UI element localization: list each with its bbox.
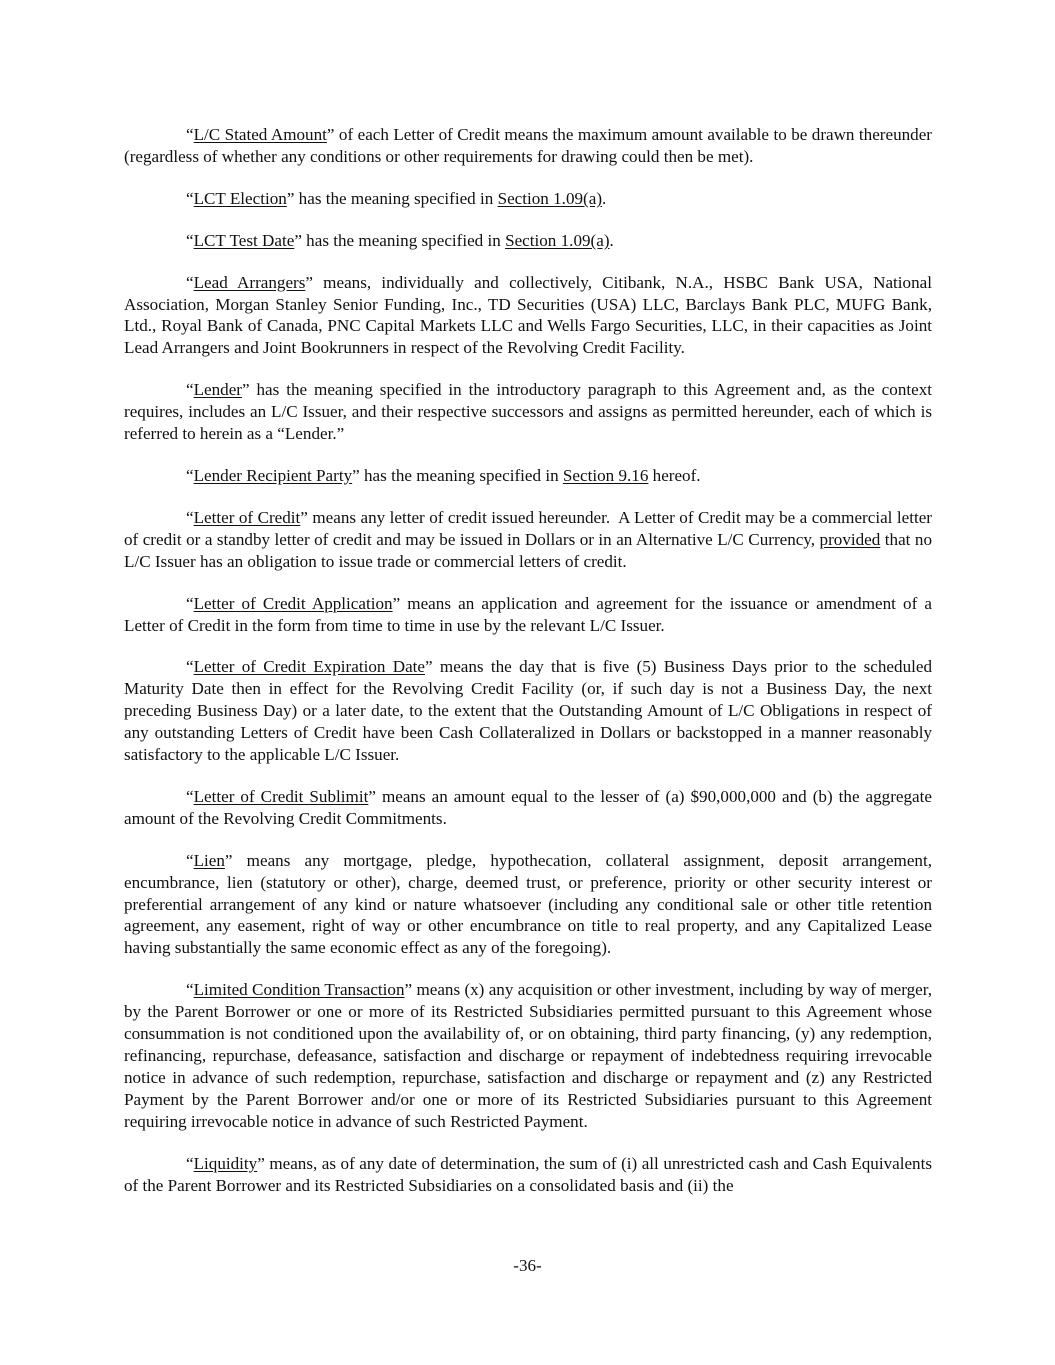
definition-letter-of-credit: “Letter of Credit” means any letter of credit issued hereunder. A Letter of Credit may be a commercial letter of credit or a standby letter of credit and may be issued in Dollars or in an Alternative L/C Currency, provided that no L/C Issuer has an obligation to issue trade or commercial letters of credit.: [124, 507, 937, 571]
definition-liquidity: “Liquidity” means, as of any date of determination, the sum of (i) all unrestricted cash and Cash Equivalents of the Parent Borrower and its Restricted Subsidiaries on a consolidated basis and (ii) the: [124, 1153, 932, 1195]
definition-body: means an application and agreement for the issuance or amendment of a Letter of Credit in the form from time to time in use by the relevant L/C Issuer.: [124, 593, 933, 635]
defined-term: L/C Stated Amount: [193, 125, 327, 144]
page-number: -36-: [513, 1256, 542, 1275]
definition-body: means, individually and collectively, Citibank, N.A., HSBC Bank USA, National Association, Morgan Stanley Senior Funding, Inc., TD Securities (USA) LLC, Barclays Bank PLC, MUFG Bank, Ltd., Royal Bank of Canada, PNC Capital Markets LLC and Wells Fargo Securities, LLC, in their capacities as Joint Lead Arrangers and Joint Bookrunners in respect of the Revolving Credit Facility.: [124, 272, 932, 358]
defined-term: LCT Test Date: [193, 230, 295, 250]
defined-term: Lien: [193, 850, 225, 870]
defined-term: Liquidity: [193, 1153, 258, 1173]
definition-body: has the meaning specified in: [359, 465, 563, 485]
definition-body: has the meaning specified in: [294, 188, 498, 208]
definition-body: means the day that is five (5) Business Days prior to the scheduled Maturity Date then in effect for the Revolving Credit Facility (or, if such day is not a Business Day, the next preceding Business Day) or a later date, to the extent that the Outstanding Amount of L/C Obligations in respect of any outstanding Letters of Credit have been Cash Collateralized in Dollars or backstopped in a manner reasonably satisfactory to the applicable L/C Issuer.: [124, 657, 932, 765]
definition-body: has the meaning specified in the introductory paragraph to this Agreement and, as the context requires, includes an L/C Issuer, and their respective successors and assigns as permitted hereunder, each of which is referred to herein as a “Lender.”: [124, 380, 932, 444]
definition-letter-of-credit-expiration-date: “Letter of Credit Expiration Date” means the day that is five (5) Business Days prior to the scheduled Maturity Date then in effect for the Revolving Credit Facility (or, if such day is not a Business Day, the next preceding Business Day) or a later date, to the extent that the Outstanding Amount of L/C Obligations in respect of any outstanding Letters of Credit have been Cash Collateralized in Dollars or backstopped in a manner reasonably satisfactory to the applicable L/C Issuer.: [124, 657, 932, 765]
definition-body-end: that no L/C Issuer has an obligation to issue trade or commercial letters of credit.: [124, 529, 932, 571]
definition-lc-stated-amount: “L/C Stated Amount” of each Letter of Credit means the maximum amount available to be drawn thereunder (regardless of whether any conditions or other requirements for drawing could then be met).: [124, 125, 933, 166]
definition-body-end: hereof.: [648, 465, 701, 485]
defined-term: Letter of Credit Expiration Date: [193, 657, 426, 677]
definition-body: means (x) any acquisition or other investment, including by way of merger, by the Parent Borrower or one or more of its Restricted Subsidiaries permitted pursuant to this Agreement whose consummation is not conditioned upon the availability of, or on obtaining, third party financing, (y) any redemption, refinancing, repurchase, defeasance, satisfaction and discharge or repayment of indebtedness requiring irrevocable notice in advance of such redemption, repurchase, satisfaction and discharge or repayment and (z) any Restricted Payment by the Parent Borrower and/or one or more of its Restricted Subsidiaries pursuant to this Agreement requiring irrevocable notice in advance of such Restricted Payment.: [124, 980, 933, 1131]
definition-body: means any mortgage, pledge, hypothecation, collateral assignment, deposit arrangement, encumbrance, lien (statutory or other), charge, deemed trust, or preference, priority or other security interest or preferential arrangement of any kind or nature whatsoever (including any conditional sale or other title retention agreement, any easement, right of way or other encumbrance on title to real property, and any Capitalized Lease having substantially the same economic effect as any of the foregoing).: [124, 850, 932, 958]
definition-lct-election: “LCT Election” has the meaning specified in Section 1.09(a).: [186, 188, 607, 208]
defined-term: Letter of Credit Sublimit: [193, 786, 369, 806]
definition-body: of each Letter of Credit means the maximum amount available to be drawn thereunder (regardless of whether any conditions or other requirements for drawing could then be met).: [124, 125, 933, 166]
definition-letter-of-credit-application: “Letter of Credit Application” means an application and agreement for the issuance or amendment of a Letter of Credit in the form from time to time in use by the relevant L/C Issuer.: [124, 593, 933, 635]
definition-body: means any letter of credit issued hereunder. A Letter of Credit may be a commercial letter of credit or a standby letter of credit and may be issued in Dollars or in an Alternative L/C Currency,: [124, 507, 937, 549]
definition-letter-of-credit-sublimit: “Letter of Credit Sublimit” means an amount equal to the lesser of (a) $90,000,000 and (b) the aggregate amount of the Revolving Credit Commitments.: [124, 786, 932, 828]
defined-term: Lead Arrangers: [193, 272, 306, 292]
definition-lead-arrangers: “Lead Arrangers” means, individually and collectively, Citibank, N.A., HSBC Bank USA, National Association, Morgan Stanley Senior Funding, Inc., TD Securities (USA) LLC, Barclays Bank PLC, MUFG Bank, Ltd., Royal Bank of Canada, PNC Capital Markets LLC and Wells Fargo Securities, LLC, in their capacities as Joint Lead Arrangers and Joint Bookrunners in respect of the Revolving Credit Facility.: [124, 272, 932, 358]
defined-term: LCT Election: [193, 188, 287, 208]
definition-lender: “Lender” has the meaning specified in the introductory paragraph to this Agreement and, as the context requires, includes an L/C Issuer, and their respective successors and assigns as permitted hereunder, each of which is referred to herein as a “Lender.”: [124, 380, 932, 444]
definition-lct-test-date: “LCT Test Date” has the meaning specified in Section 1.09(a).: [186, 230, 614, 250]
definition-lien: “Lien” means any mortgage, pledge, hypothecation, collateral assignment, deposit arrangement, encumbrance, lien (statutory or other), charge, deemed trust, or preference, priority or other security interest or preferential arrangement of any kind or nature whatsoever (including any conditional sale or other title retention agreement, any easement, right of way or other encumbrance on title to real property, and any Capitalized Lease having substantially the same economic effect as any of the foregoing).: [124, 850, 932, 958]
defined-term: Limited Condition Transaction: [193, 980, 405, 1000]
definition-body-end: .: [609, 230, 614, 250]
document-page: [124, 124, 937, 1216]
defined-term: Letter of Credit Application: [193, 593, 393, 613]
definition-lender-recipient-party: “Lender Recipient Party” has the meaning specified in Section 9.16 hereof.: [186, 465, 701, 485]
definition-body-end: .: [602, 188, 607, 208]
defined-term: Lender: [193, 380, 242, 400]
definition-body: means an amount equal to the lesser of (a) $90,000,000 and (b) the aggregate amount of the Revolving Credit Commitments.: [124, 786, 932, 828]
defined-term: Letter of Credit: [193, 507, 301, 527]
section-reference: Section 1.09(a): [497, 188, 603, 208]
definition-body: has the meaning specified in: [301, 230, 506, 250]
section-reference: Section 1.09(a): [505, 230, 610, 250]
defined-term: Lender Recipient Party: [193, 465, 353, 485]
section-reference: Section 9.16: [562, 465, 649, 485]
definition-body: means, as of any date of determination, the sum of (i) all unrestricted cash and Cash Equivalents of the Parent Borrower and its Restricted Subsidiaries on a consolidated basis and (ii) the: [124, 1153, 932, 1195]
provided-term: provided: [819, 529, 881, 549]
definition-limited-condition-transaction: “Limited Condition Transaction” means (x) any acquisition or other investment, including by way of merger, by the Parent Borrower or one or more of its Restricted Subsidiaries permitted pursuant to this Agreement whose consummation is not conditioned upon the availability of, or on obtaining, third party financing, (y) any redemption, refinancing, repurchase, defeasance, satisfaction and discharge or repayment of indebtedness requiring irrevocable notice in advance of such redemption, repurchase, satisfaction and discharge or repayment and (z) any Restricted Payment by the Parent Borrower and/or one or more of its Restricted Subsidiaries pursuant to this Agreement requiring irrevocable notice in advance of such Restricted Payment.: [124, 980, 933, 1131]
